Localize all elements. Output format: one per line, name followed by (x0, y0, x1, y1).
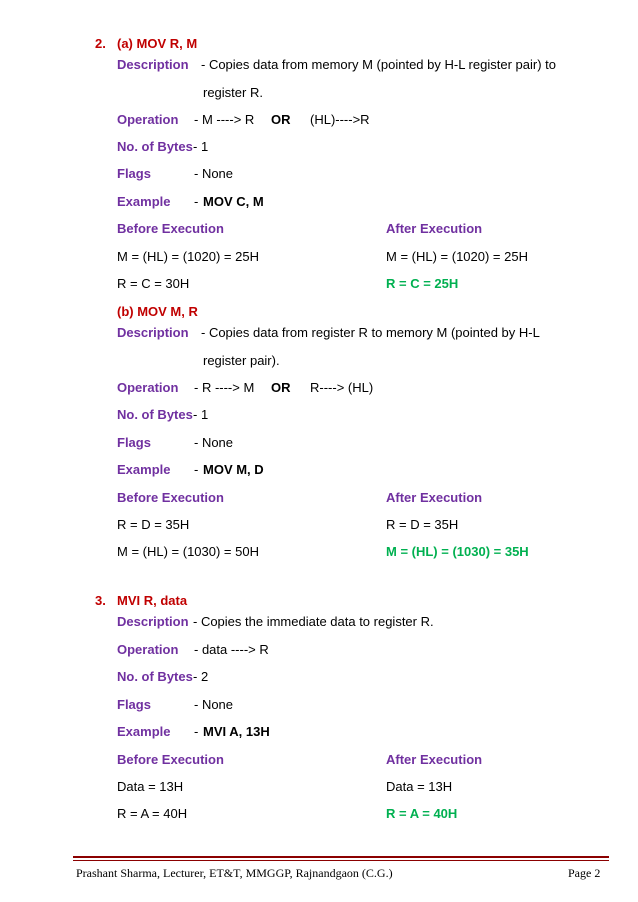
description-text: - Copies data from register R to memory M (pointed by H-L (201, 325, 540, 340)
operation-label: Operation (117, 642, 179, 657)
after-execution-label: After Execution (386, 221, 483, 236)
operation-text: - data ----> R (194, 642, 269, 657)
before-execution-label: Before Execution (117, 221, 224, 236)
example-label: Example (117, 194, 171, 209)
operation-text: (HL)---->R (310, 112, 370, 127)
after-execution-label: After Execution (386, 490, 483, 505)
operation-text: - M ----> R (194, 112, 255, 127)
description-text: register pair). (203, 353, 280, 368)
section-number: 2. (95, 36, 106, 51)
or-label: OR (271, 380, 291, 395)
description-text: - Copies the immediate data to register R. (193, 614, 434, 629)
example-label: Example (117, 462, 171, 477)
before-value: M = (HL) = (1030) = 50H (117, 544, 259, 559)
description-text: register R. (203, 85, 263, 100)
operation-text: - R ----> M (194, 380, 255, 395)
after-value-result: R = A = 40H (386, 806, 458, 821)
after-value: Data = 13H (386, 779, 453, 794)
flags-label: Flags (117, 435, 151, 450)
flags-value: - None (194, 435, 234, 450)
section-heading: (b) MOV M, R (117, 304, 198, 319)
description-label: Description (117, 325, 189, 340)
example-value: MOV C, M (203, 194, 264, 209)
example-label: Example (117, 724, 171, 739)
bytes-value: - 1 (193, 407, 209, 422)
example-value: MOV M, D (203, 462, 264, 477)
flags-label: Flags (117, 166, 151, 181)
before-value: R = C = 30H (117, 276, 190, 291)
before-value: M = (HL) = (1020) = 25H (117, 249, 259, 264)
before-execution-label: Before Execution (117, 490, 224, 505)
example-dash: - (194, 724, 199, 739)
after-value: R = D = 35H (386, 517, 459, 532)
footer-rule (73, 856, 609, 858)
before-execution-label: Before Execution (117, 752, 224, 767)
example-value: MVI A, 13H (203, 724, 270, 739)
after-value: M = (HL) = (1020) = 25H (386, 249, 528, 264)
bytes-value: - 2 (193, 669, 209, 684)
section-heading: MVI R, data (117, 593, 188, 608)
description-label: Description (117, 57, 189, 72)
after-value-result: R = C = 25H (386, 276, 459, 291)
before-value: R = D = 35H (117, 517, 190, 532)
footer-author: Prashant Sharma, Lecturer, ET&T, MMGGP, Rajnandgaon (C.G.) (76, 866, 393, 880)
flags-value: - None (194, 697, 234, 712)
page-number: Page 2 (568, 866, 601, 880)
before-value: Data = 13H (117, 779, 184, 794)
bytes-label: No. of Bytes (117, 669, 193, 684)
bytes-label: No. of Bytes (117, 407, 193, 422)
example-dash: - (194, 462, 199, 477)
or-label: OR (271, 112, 291, 127)
after-value-result: M = (HL) = (1030) = 35H (386, 544, 529, 559)
operation-label: Operation (117, 380, 179, 395)
section-number: 3. (95, 593, 106, 608)
operation-text: R----> (HL) (310, 380, 374, 395)
example-dash: - (194, 194, 199, 209)
before-value: R = A = 40H (117, 806, 188, 821)
description-label: Description (117, 614, 189, 629)
bytes-label: No. of Bytes (117, 139, 193, 154)
operation-label: Operation (117, 112, 179, 127)
after-execution-label: After Execution (386, 752, 483, 767)
section-heading: (a) MOV R, M (117, 36, 198, 51)
bytes-value: - 1 (193, 139, 209, 154)
flags-value: - None (194, 166, 234, 181)
flags-label: Flags (117, 697, 151, 712)
description-text: - Copies data from memory M (pointed by H-L register pair) to (201, 57, 556, 72)
footer-rule-thin (73, 860, 609, 861)
